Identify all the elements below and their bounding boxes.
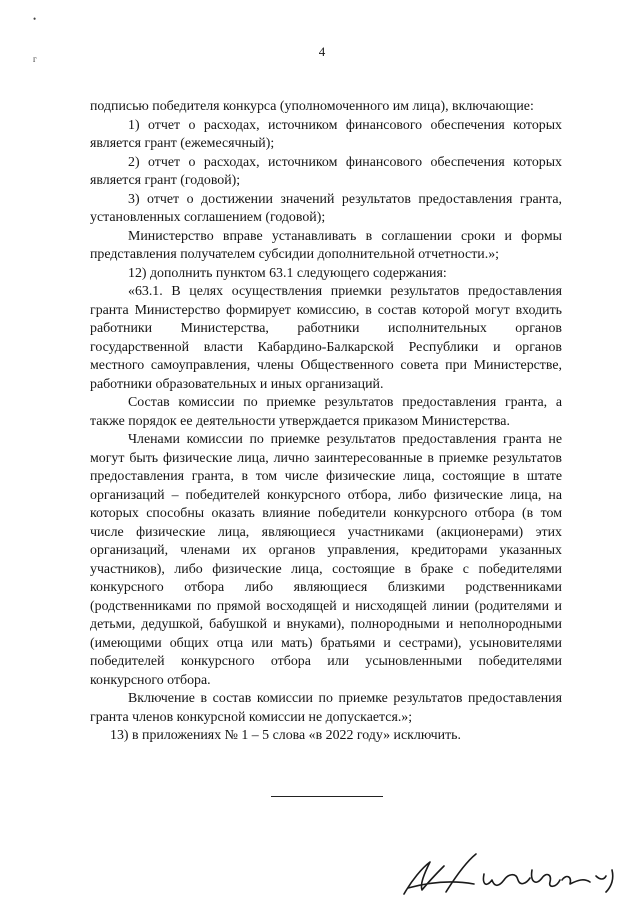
paragraph-list-item-3: 3) отчет о достижении значений результатов предоставления гранта, установленных соглашением (годовой); <box>90 191 562 225</box>
paragraph-item-12: 12) дополнить пунктом 63.1 следующего содержания: <box>128 265 447 281</box>
margin-mark-lower: г <box>33 54 37 64</box>
paragraph-list-item-1: 1) отчет о расходах, источником финансового обеспечения которых является грант (ежемесячный); <box>90 117 562 151</box>
paragraph-commission-composition: Состав комиссии по приемке результатов предоставления гранта, а также порядок ее деятельности утверждается приказом Министерства. <box>90 395 562 429</box>
paragraph-list-item-2: 2) отчет о расходах, источником финансового обеспечения которых является грант (годовой); <box>90 154 562 188</box>
paragraph-commission-exclusion: Включение в состав комиссии по приемке результатов предоставления гранта членов конкурсной комиссии не допускается.»; <box>90 691 562 725</box>
page-number: 4 <box>318 44 326 59</box>
handwritten-signature-icon <box>400 850 630 900</box>
paragraph-item-13: 13) в приложениях № 1 – 5 слова «в 2022 году» исключить. <box>110 728 461 743</box>
paragraph-ministry-rights: Министерство вправе устанавливать в соглашении сроки и формы представления получателем субсидии дополнительной отчетности.»; <box>90 228 562 262</box>
separator-line <box>271 796 383 797</box>
paragraph-commission-members: Членами комиссии по приемке результатов предоставления гранта не могут быть физические лица, лично заинтересованные в приемке результатов предоставления гранта, в том числе физические лица, состоящие в штате организаций – победителей конкурсного отбора, либо физические лица, на которых способны оказать влияние победители конкурсного отбора (в том числе физические лица, являющиеся участниками (акционерами) этих организаций, членами их органов управления, кредиторами указанных участников), либо физические лица, состоящие в браке с победителями конкурсного отбора либо являющиеся близкими родственниками (родственниками по прямой восходящей и нисходящей линии (родителями и детьми, дедушкой, бабушкой и внуками), полнородными и неполнородными (имеющими общих отца или мать) братьями и сестрами), усыновителями победителей конкурсного отбора или усыновленными победителями конкурсного отбора. <box>90 432 562 688</box>
document-body <box>90 98 562 746</box>
paragraph-clause-63-1: «63.1. В целях осуществления приемки результатов предоставления гранта Министерство формирует комиссию, в состав которой могут входить работники Министерства, работники исполнительных органов государственной власти Кабардино-Балкарской Республики и органов местного самоуправления, члены Общественного совета при Министерстве, работники образовательных и иных организаций. <box>90 284 562 392</box>
margin-mark-top: • <box>33 14 37 24</box>
paragraph-intro: подписью победителя конкурса (уполномоченного им лица), включающие: <box>90 99 534 114</box>
